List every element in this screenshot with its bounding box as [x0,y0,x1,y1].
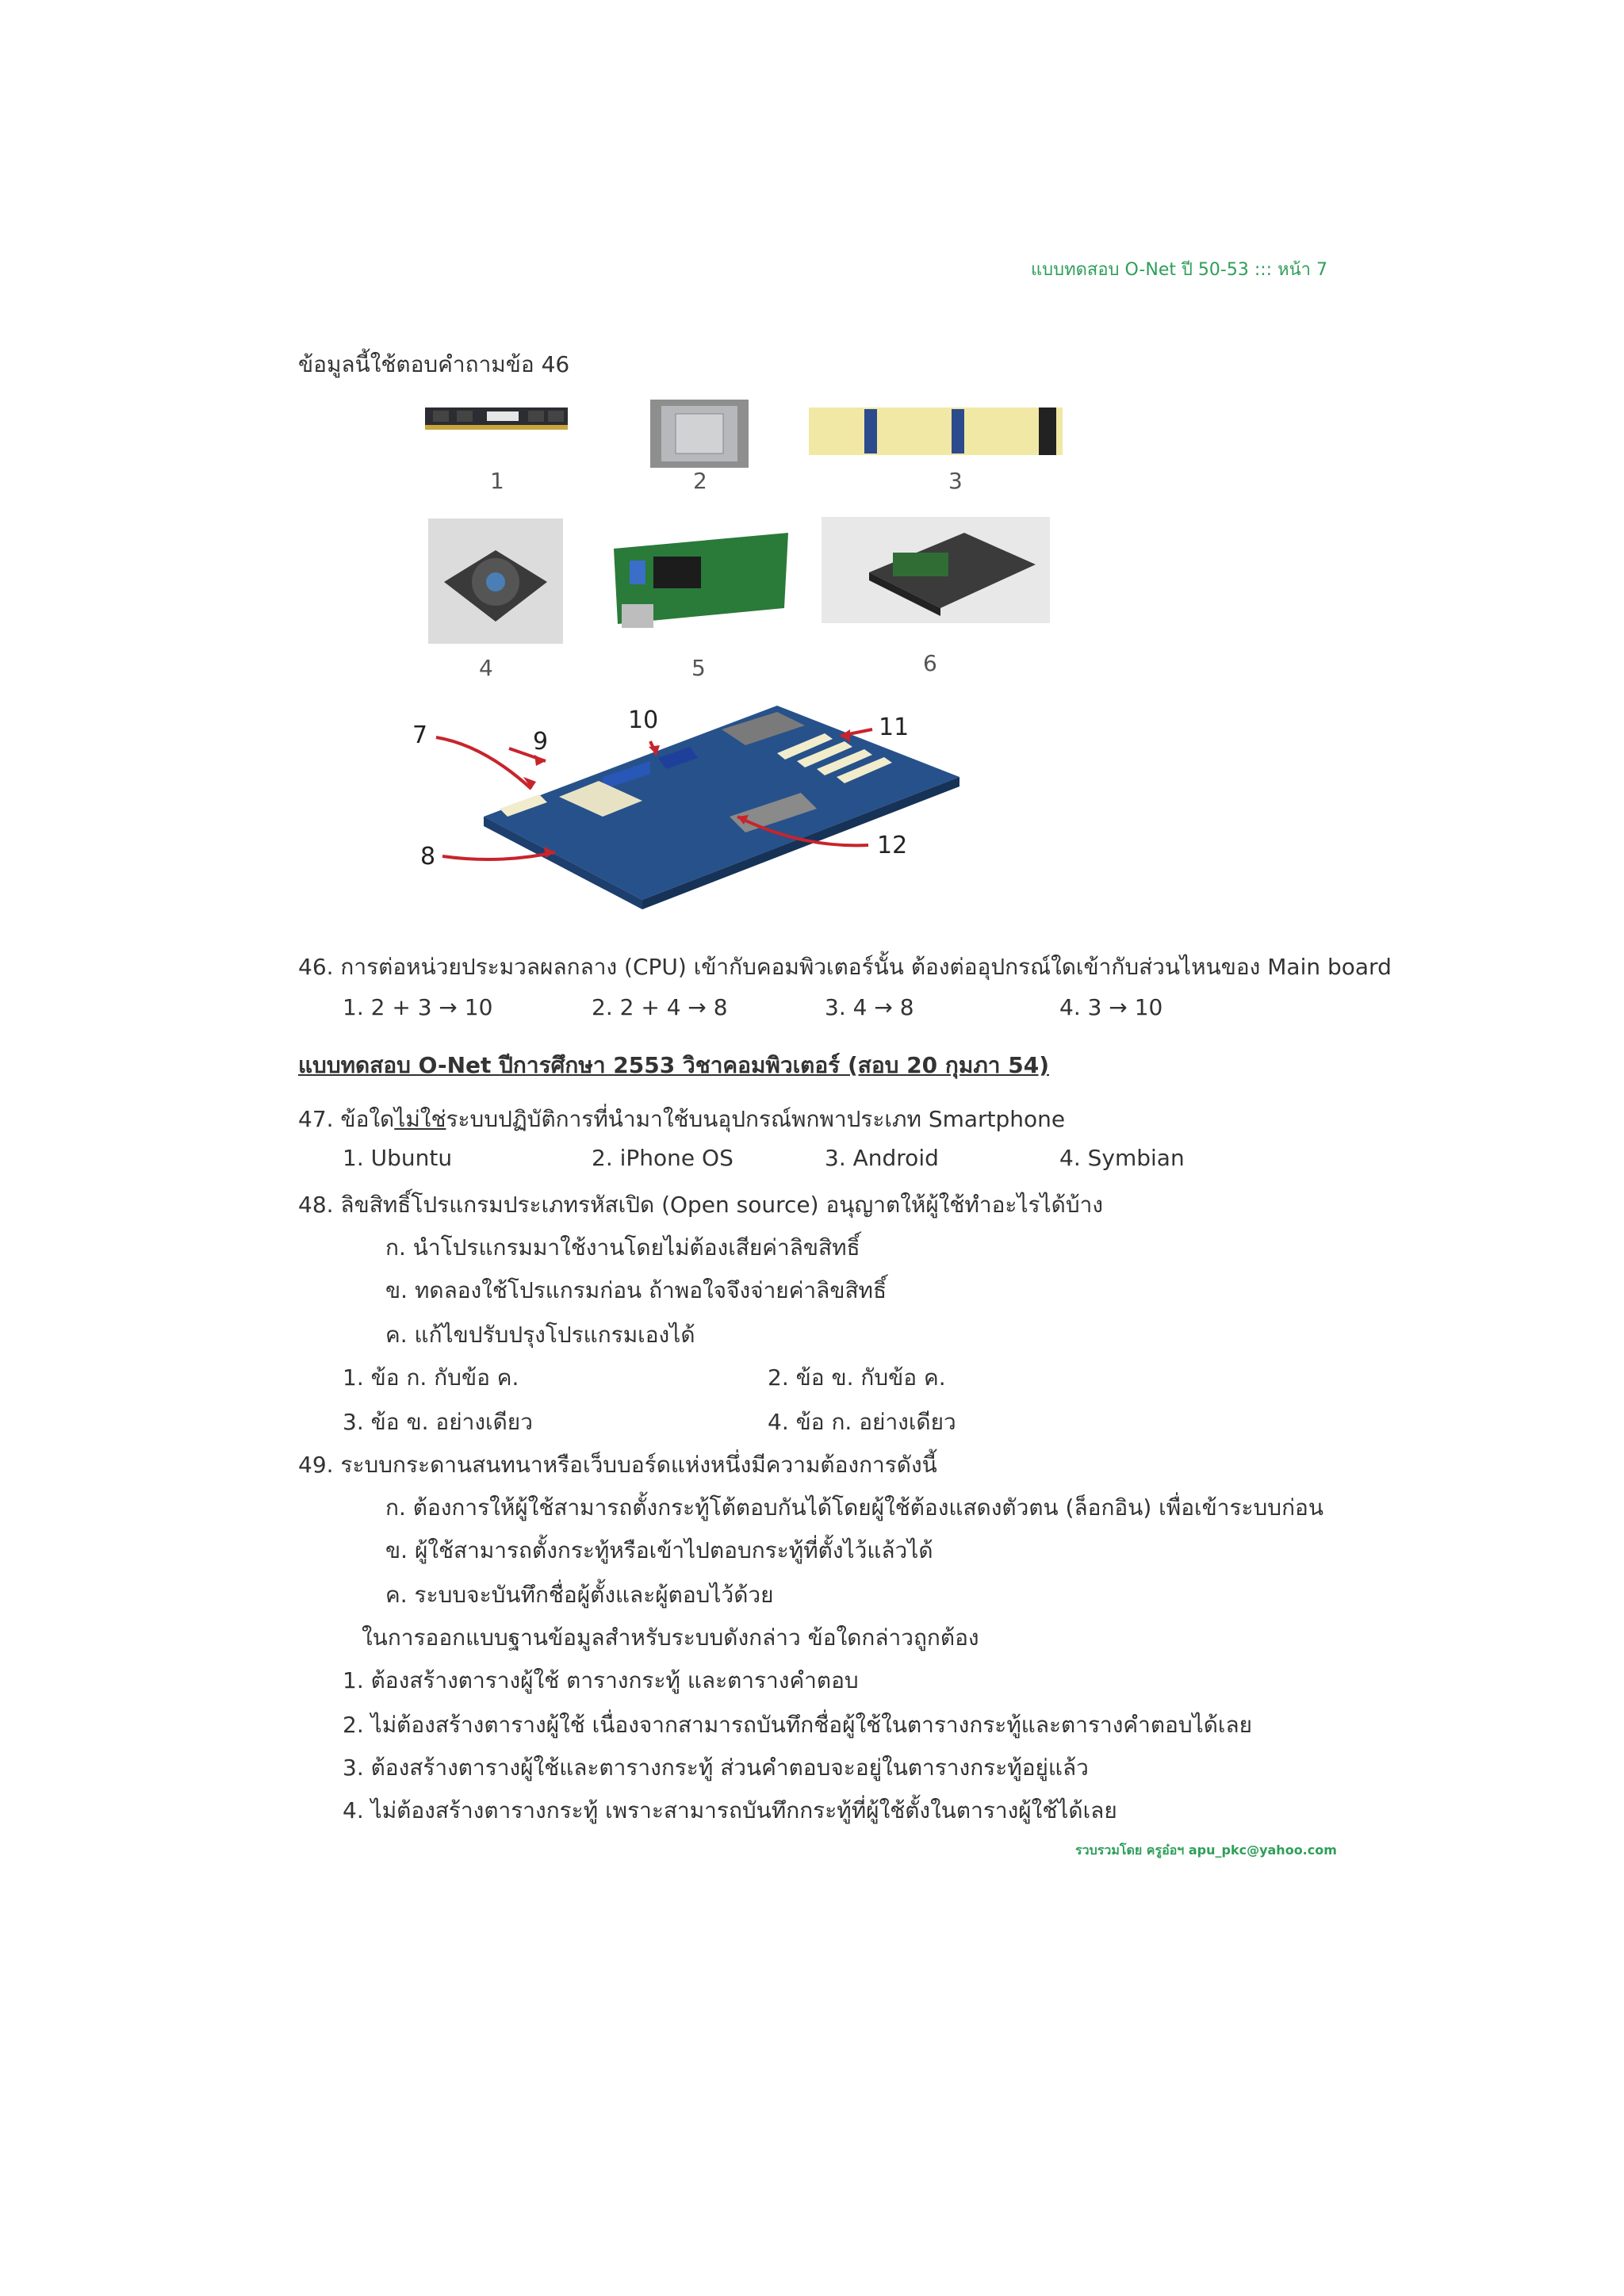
section-title: แบบทดสอบ O-Net ปีการศึกษา 2553 วิชาคอมพิวเตอร์ (สอบ 20 กุมภา 54) [298,1052,1050,1078]
cpu-image [650,400,749,468]
graphics-card-image [606,517,796,636]
q49-item-1: ก. ต้องการให้ผู้ใช้สามารถตั้งกระทู้โต้ตอบกันได้โดยผู้ใช้ต้องแสดงตัวตน (ล็อกอิน) เพื่อเข้าระบบก่อน [385,1494,1323,1521]
q47-option-2: 2. iPhone OS [592,1145,733,1171]
motherboard-diagram [404,698,1007,912]
intro-text: ข้อมูลนี้ใช้ตอบคำถามข้อ 46 [298,351,570,377]
image-number-2: 2 [693,468,707,494]
q49-item-2: ข. ผู้ใช้สามารถตั้งกระทู้หรือเข้าไปตอบกระทู้ที่ตั้งไว้แล้วได้ [385,1537,933,1563]
q48-option-3: 3. ข้อ ข. อย่างเดียว [343,1409,533,1435]
mb-label-12: 12 [877,832,908,859]
mb-label-9: 9 [533,728,549,756]
image-number-1: 1 [490,468,504,494]
question-49: 49. ระบบกระดานสนทนาหรือเว็บบอร์ดแห่งหนึ่งมีความต้องการดังนี้ [298,1452,937,1478]
q46-option-2: 2. 2 + 4 → 8 [592,994,728,1020]
q49-option-3: 3. ต้องสร้างตารางผู้ใช้และตารางกระทู้ ส่วนคำตอบจะอยู่ในตารางกระทู้อยู่แล้ว [343,1755,1089,1781]
q47-option-4: 4. Symbian [1059,1145,1185,1171]
q46-option-3: 3. 4 → 8 [825,994,914,1020]
q48-option-2: 2. ข้อ ข. กับข้อ ค. [768,1364,946,1391]
q47-prefix: 47. ข้อใด [298,1106,395,1132]
q49-stem: ในการออกแบบฐานข้อมูลสำหรับระบบดังกล่าว ข้อใดกล่าวถูกต้อง [362,1624,979,1651]
q48-item-3: ค. แก้ไขปรับปรุงโปรแกรมเองได้ [385,1322,695,1348]
image-number-4: 4 [479,655,493,681]
q47-option-1: 1. Ubuntu [343,1145,453,1171]
image-number-5: 5 [691,655,706,681]
mb-label-11: 11 [879,714,910,741]
q46-option-1: 1. 2 + 3 → 10 [343,994,493,1020]
q46-option-4: 4. 3 → 10 [1059,994,1163,1020]
question-48: 48. ลิขสิทธิ์โปรแกรมประเภทรหัสเปิด (Open source) อนุญาตให้ผู้ใช้ทำอะไรได้บ้าง [298,1192,1103,1218]
image-number-3: 3 [948,468,963,494]
ram-image [425,404,568,433]
q47-underlined: ไม่ใช่ [394,1106,446,1132]
q47-option-3: 3. Android [825,1145,939,1171]
q49-option-2: 2. ไม่ต้องสร้างตารางผู้ใช้ เนื่องจากสามารถบันทึกชื่อผู้ใช้ในตารางกระทู้และตารางคำตอบได้เลย [343,1712,1253,1738]
page-header: แบบทดสอบ O-Net ปี 50-53 ::: หน้า 7 [1031,260,1327,280]
mb-label-7: 7 [412,721,428,749]
mb-label-10: 10 [628,706,659,734]
q48-option-4: 4. ข้อ ก. อย่างเดียว [768,1409,956,1435]
image-number-6: 6 [923,650,937,676]
q49-option-1: 1. ต้องสร้างตารางผู้ใช้ ตารางกระทู้ และตารางคำตอบ [343,1667,859,1693]
q48-item-2: ข. ทดลองใช้โปรแกรมก่อน ถ้าพอใจจึงจ่ายค่าลิขสิทธิ์ [385,1277,887,1303]
ide-cable-image [809,400,1063,468]
question-47 [298,1102,1065,1137]
footer-credit: รวบรวมโดย ครูอ๋อฯ apu_pkc@yahoo.com [1075,1843,1337,1858]
q49-option-4: 4. ไม่ต้องสร้างตารางกระทู้ เพราะสามารถบันทึกกระทู้ที่ผู้ใช้ตั้งในตารางผู้ใช้ได้เลย [343,1797,1117,1823]
question-46: 46. การต่อหน่วยประมวลผลกลาง (CPU) เข้ากับคอมพิวเตอร์นั้น ต้องต่ออุปกรณ์ใดเข้ากับส่วนไหนของ Main board [298,954,1392,980]
q49-item-3: ค. ระบบจะบันทึกชื่อผู้ตั้งและผู้ตอบไว้ด้วย [385,1582,774,1608]
cpu-fan-image [428,519,563,644]
q48-option-1: 1. ข้อ ก. กับข้อ ค. [343,1364,519,1391]
hard-disk-image [822,517,1050,623]
q48-item-1: ก. นำโปรแกรมมาใช้งานโดยไม่ต้องเสียค่าลิขสิทธิ์ [385,1234,860,1261]
q47-rest: ระบบปฏิบัติการที่นำมาใช้บนอุปกรณ์พกพาประเภท Smartphone [446,1106,1066,1132]
mb-label-8: 8 [420,843,436,871]
